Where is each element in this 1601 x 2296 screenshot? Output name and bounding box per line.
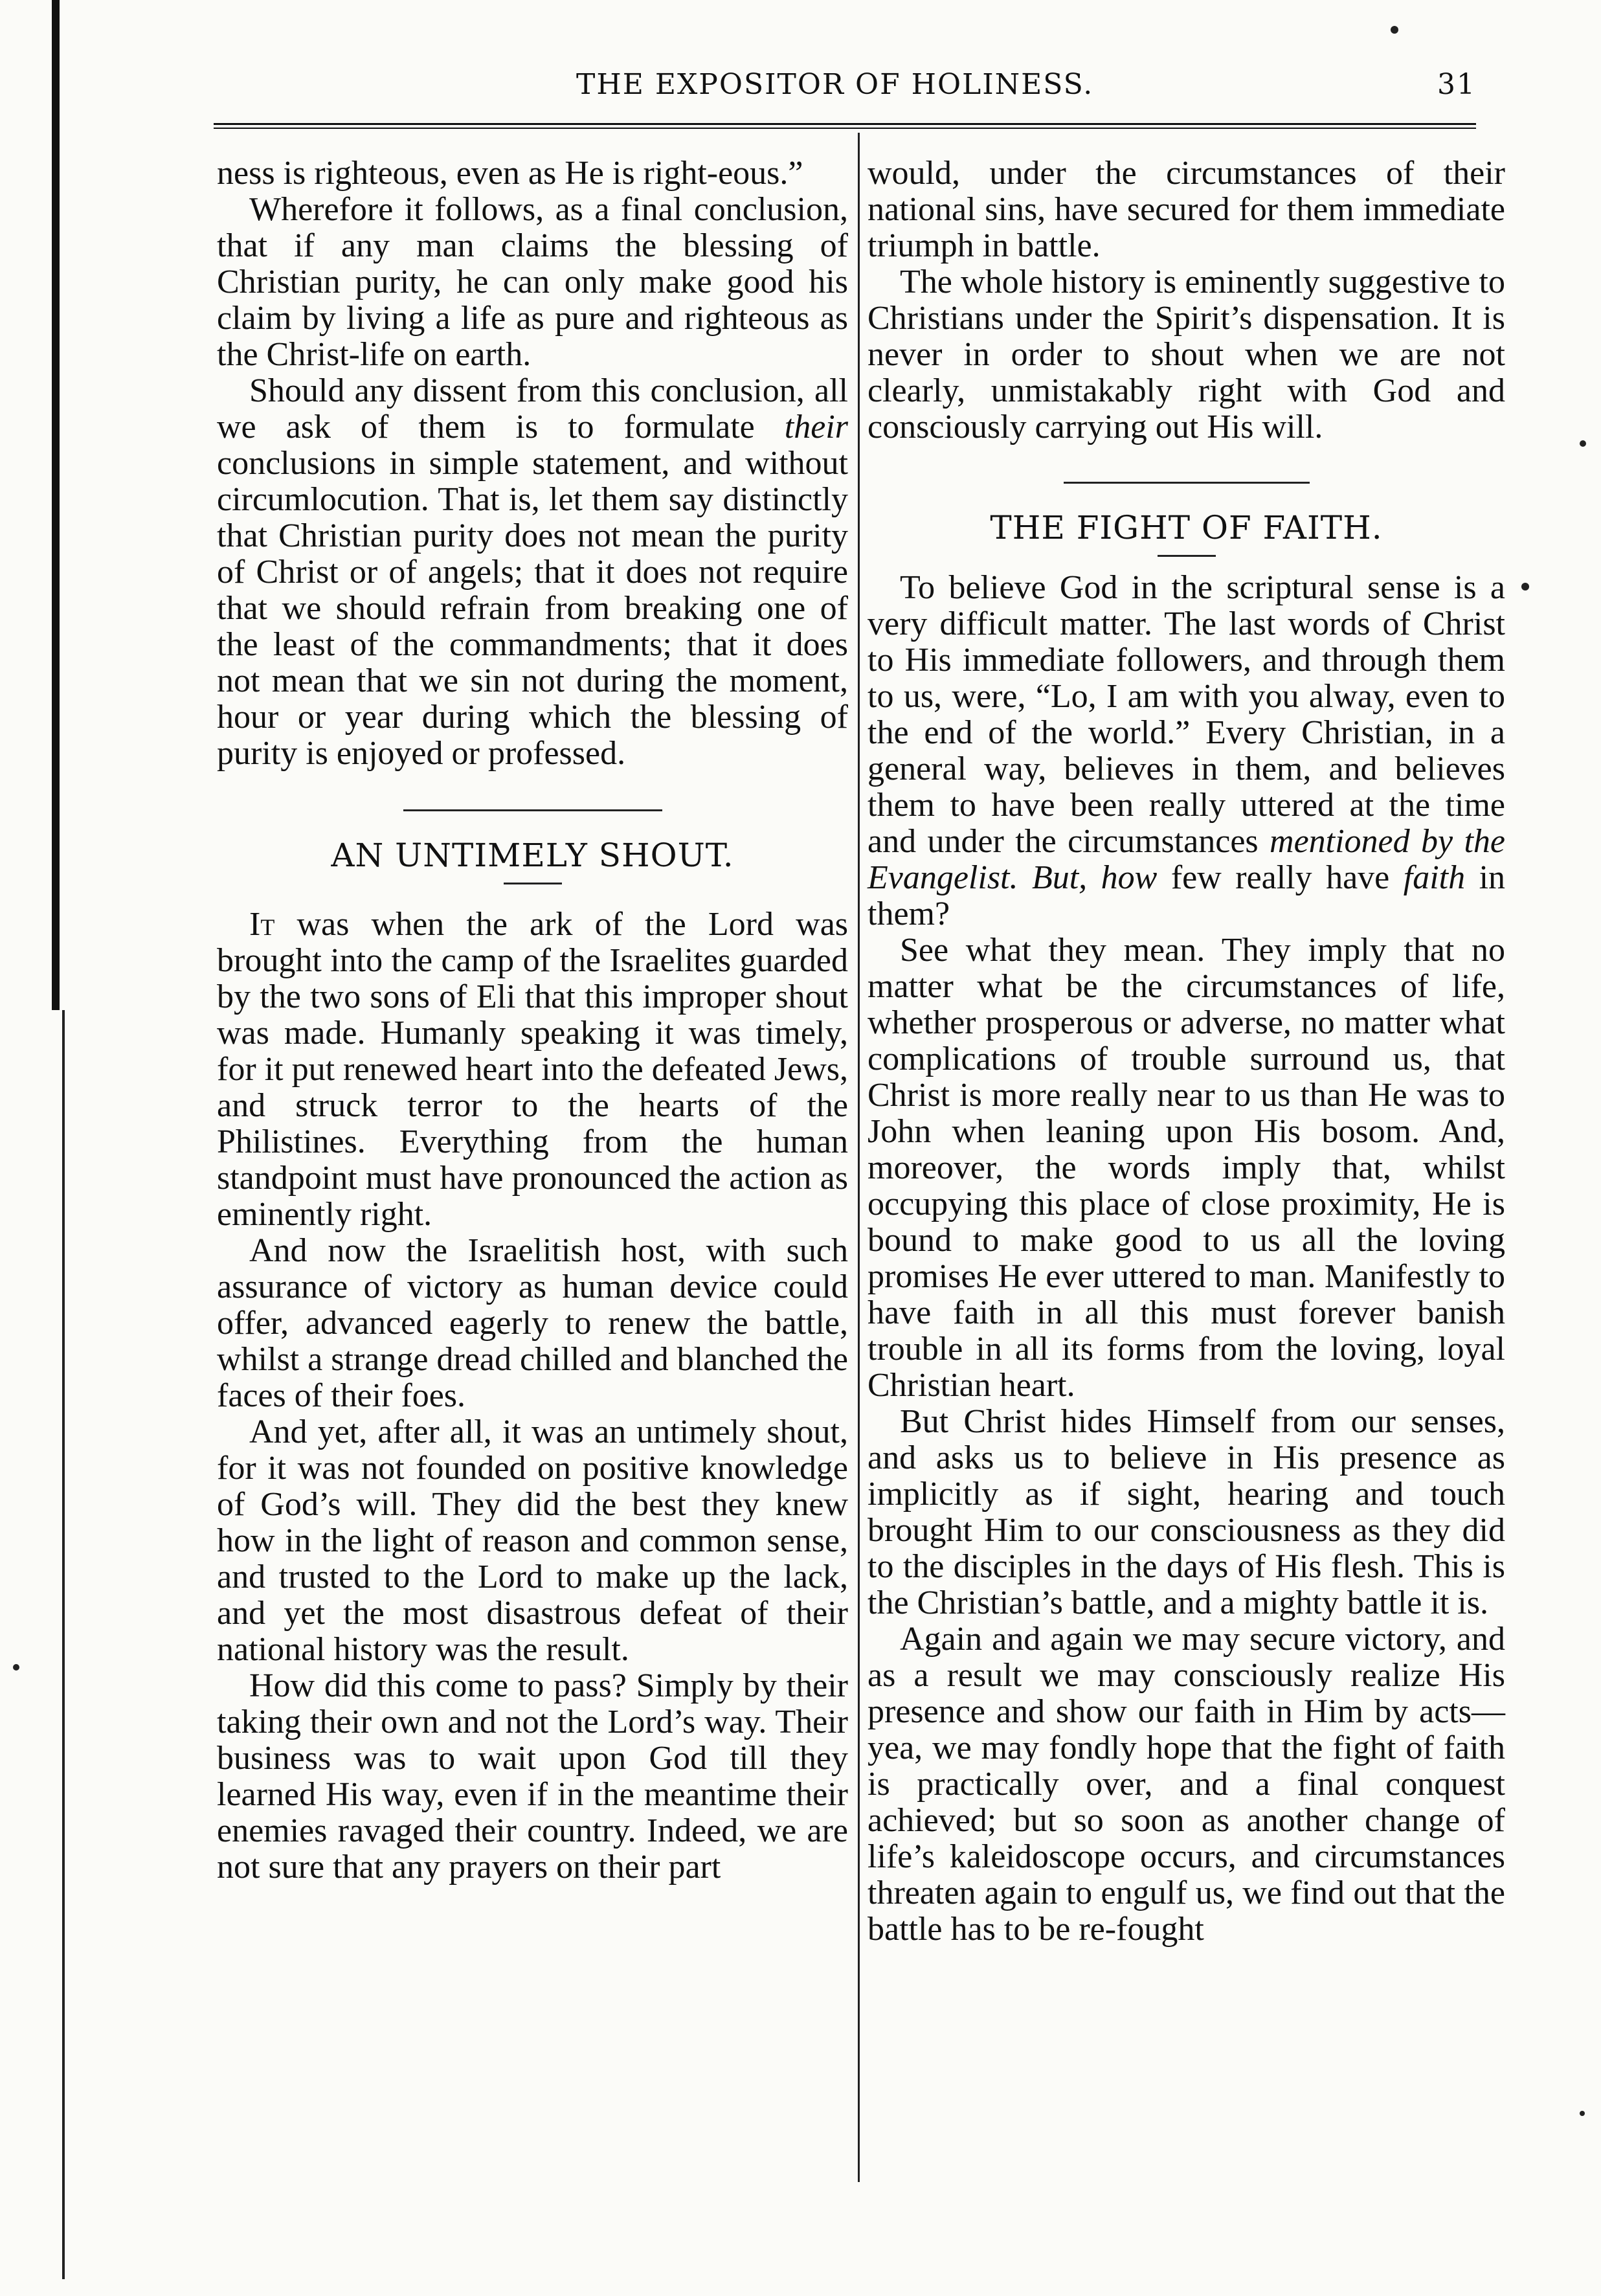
paragraph: would, under the circumstances of their national sins, have secured for them immediate triumph in battle. <box>868 155 1505 264</box>
emphasis: their <box>784 409 848 445</box>
scan-edge-mark-lower <box>62 1010 65 2279</box>
scan-speck <box>1580 440 1586 447</box>
column-divider <box>858 133 860 2182</box>
paragraph: The whole history is eminently suggestive to Christians under the Spirit’s dispensation. It is never in order to shout when we are not clearly, unmistakably right with God and consciously carrying out His will. <box>868 264 1505 445</box>
emphasis: faith <box>1403 859 1466 896</box>
paragraph: Again and again we may secure victory, and as a result we may consciously realize His presence and show our faith in Him by acts—yea, we may fondly hope that the fight of faith is practically over, and a final conquest achieved; but so soon as another change of life’s kaleidoscope occurs, and circumstances threaten again to engulf us, we find out that the battle has to be re-fought <box>868 1621 1505 1948</box>
running-title: THE EXPOSITOR OF HOLINESS. <box>576 68 1094 101</box>
left-column <box>217 155 848 1885</box>
scan-speck <box>1521 583 1529 591</box>
scan-speck <box>1580 2111 1585 2116</box>
emphasis: mentioned by the Evangelist. But, how <box>868 823 1505 896</box>
right-column <box>868 155 1505 1948</box>
paragraph: It was when the ark of the Lord was brought into the camp of the Israelites guarded by the two sons of Eli that this improper shout was made. Humanly speaking it was timely, for it put renewed heart into the defeated Jews, and struck terror to the hearts of the Philistines. Everything from the human standpoint must have pronounced the action as eminently right. <box>217 906 849 1233</box>
section-heading: AN UNTIMELY SHOUT. <box>331 837 734 874</box>
paragraph: Should any dissent from this conclusion, all we ask of them is to formulate their conclusions in simple statement, and without circumlocution. That is, let them say distinctly that Christian purity does not mean the purity of Christ or of angels; that it does not require that we should refrain from breaking one of the least of the commandments; that it does not mean that we sin not during the moment, hour or year during which the blessing of purity is enjoyed or professed. <box>217 372 848 772</box>
header-rule <box>214 123 1476 129</box>
scan-speck <box>13 1664 19 1671</box>
paragraph: And yet, after all, it was an untimely shout, for it was not founded on positive knowledge of God’s will. They did the best they knew how in the light of reason and common sense, and trusted to the Lord to make up the lack, and yet the most disastrous defeat of their national history was the result. <box>217 1413 848 1668</box>
paragraph: And now the Israelitish host, with such assurance of victory as human device could offer, advanced eagerly to renew the battle, whilst a strange dread chilled and blanched the faces of their foes. <box>217 1232 848 1414</box>
section-heading: THE FIGHT OF FAITH. <box>990 509 1383 546</box>
page-number: 31 <box>1437 68 1476 101</box>
paragraph: How did this come to pass? Simply by their taking their own and not the Lord’s way. Their business was to wait upon God till they learned His way, even if in the meantime their enemies ravaged their country. Indeed, we are not sure that any prayers on their part <box>217 1667 848 1885</box>
paragraph: But Christ hides Himself from our senses, and asks us to believe in His presence as implicitly as if sight, hearing and touch brought Him to our consciousness as they did to the disciples in the days of His flesh. This is the Christian’s battle, and a mighty battle it is. <box>868 1403 1505 1621</box>
running-header <box>214 62 1476 113</box>
paragraph: ness is righteous, even as He is right-eous.” <box>217 155 803 192</box>
scan-speck <box>1391 26 1398 34</box>
drop-word: It <box>249 906 275 943</box>
paragraph: Wherefore it follows, as a final conclusion, that if any man claims the blessing of Christian purity, he can only make good his claim by living a life as pure and righteous as the Christ-life on earth. <box>217 191 848 373</box>
paragraph: To believe God in the scriptural sense is a very difficult matter. The last words of Christ to His immediate followers, and through them to us, were, “Lo, I am with you alway, even to the end of the world.” Every Christian, in a general way, believes in them, and believes them to have been really uttered at the time and under the circumstances mentioned by the Evangelist. But, how few really have faith in them? <box>868 569 1506 932</box>
scan-edge-mark <box>52 0 60 1010</box>
paragraph: See what they mean. They imply that no matter what be the circumstances of life, whether prosperous or adverse, no matter what complications of trouble surround us, that Christ is more really near to us than He was to John when leaning upon His bosom. And, moreover, the words imply that, whilst occupying this place of close proximity, He is bound to make good to us all the loving promises He ever uttered to man. Manifestly to have faith in all this must forever banish trouble in all its forms from the loving, loyal Christian heart. <box>868 932 1505 1404</box>
